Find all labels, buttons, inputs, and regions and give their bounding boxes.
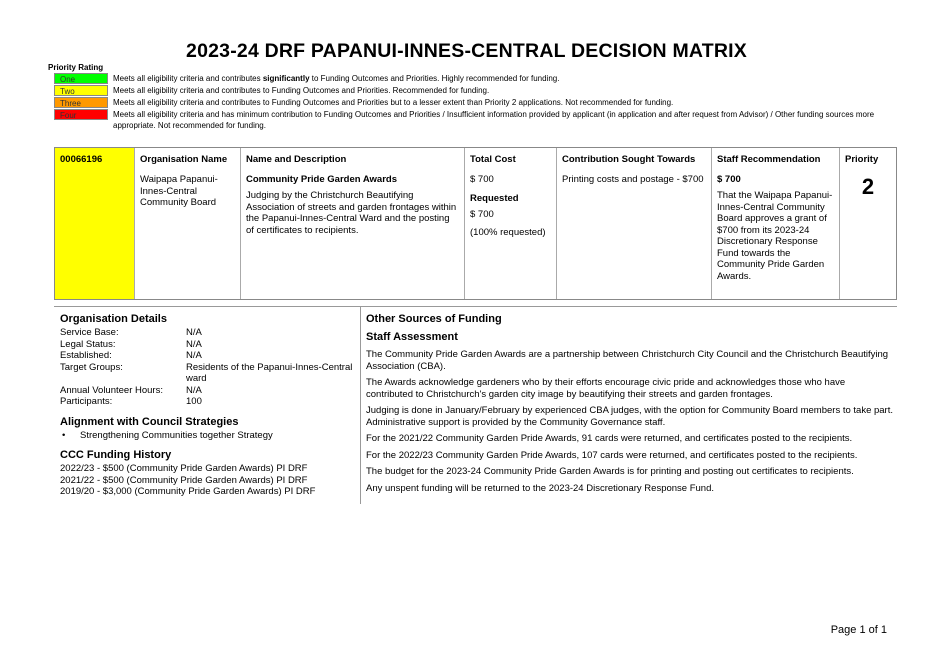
assessment-paragraph: For the 2021/22 Community Garden Pride Awards, 91 cards were returned, and certificates posted to the recipients.: [366, 433, 853, 444]
assessment-paragraph: Judging is done in January/February by experienced CBA judges, with the option for Community Board members to take part. Administrative support is provided by the Community Governance staff.: [366, 405, 893, 428]
priority-legend-row: [54, 85, 884, 96]
requested-percent: (100% requested): [470, 227, 546, 238]
priority-swatch: Three: [54, 97, 108, 108]
funding-history-item: 2019/20 - $3,000 (Community Pride Garden Awards) PI DRF: [60, 486, 316, 497]
project-name: Community Pride Garden Awards: [246, 174, 397, 185]
alignment-heading: Alignment with Council Strategies: [60, 415, 239, 428]
detail-value: N/A: [186, 350, 202, 361]
assessment-paragraph: For the 2022/23 Community Garden Pride Awards, 107 cards were returned, and certificates posted to the recipients.: [366, 449, 858, 461]
decision-matrix-table: [54, 147, 897, 300]
priority-header: Priority: [845, 154, 879, 165]
alignment-item: [60, 430, 355, 442]
staff-recommendation-text: That the Waipapa Papanui-Innes-Central Community Board approves a grant of $700 from its 2023-24 Discretionary Response Fund towards the Community Pride Garden Awards.: [717, 190, 833, 282]
detail-label: Target Groups:: [60, 361, 123, 373]
assessment-paragraph: The Community Pride Garden Awards are a partnership between Christchurch City Council and the Christchurch Beautifying Association (CBA).: [366, 349, 889, 372]
contribution-header: Contribution Sought Towards: [562, 154, 696, 165]
detail-value: N/A: [186, 384, 202, 396]
right-column: [366, 313, 894, 499]
priority-text: Meets all eligibility criteria and contributes to Funding Outcomes and Priorities but to a lesser extent than Priority 2 applications. Not recommended for funding.: [113, 98, 674, 107]
application-id: 00066196: [60, 154, 103, 165]
detail-row: [60, 362, 355, 385]
organisation-details-list: [60, 327, 355, 408]
detail-row: [60, 339, 355, 351]
funding-history-item: 2022/23 - $500 (Community Pride Garden Awards) PI DRF: [60, 463, 308, 474]
application-id-cell: [55, 148, 135, 299]
priority-text: Meets all eligibility criteria and contributes to Funding Outcomes and Priorities. Recommended for funding.: [113, 86, 490, 95]
detail-value: Residents of the Papanui-Innes-Central ward: [186, 361, 353, 384]
project-description: Judging by the Christchurch Beautifying Association of streets and garden frontages within the Papanui-Innes-Central Ward and the posting of certificates to recipients.: [246, 190, 457, 236]
staff-assessment-heading: Staff Assessment: [366, 331, 458, 343]
assessment-paragraph: The budget for the 2023-24 Community Pride Garden Awards is for printing and posting out certificates to recipients.: [366, 466, 854, 477]
priority-text-bold: significantly: [262, 74, 310, 83]
detail-row: [60, 350, 355, 362]
contribution-text: Printing costs and postage - $700: [562, 174, 704, 185]
alignment-list: [60, 430, 355, 442]
staff-recommendation-header: Staff Recommendation: [717, 154, 821, 165]
assessment-paragraph: Any unspent funding will be returned to the 2023-24 Discretionary Response Fund.: [366, 482, 715, 494]
detail-label: Legal Status:: [60, 338, 116, 350]
priority-text: Meets all eligibility criteria and has minimum contribution to Funding Outcomes and Priorities / Insufficient information provided by applicant (in application and after request from Advisor) / Other funding sources more appropriate. Not recommended for funding.: [113, 110, 875, 130]
priority-description: [113, 85, 489, 96]
funding-history-item: 2021/22 - $500 (Community Pride Garden Awards) PI DRF: [60, 474, 308, 486]
priority-swatch: Four: [54, 109, 108, 120]
detail-value: 100: [186, 396, 202, 407]
organisation-cell: [135, 148, 241, 299]
detail-label: Participants:: [60, 396, 113, 407]
detail-label: Annual Volunteer Hours:: [60, 384, 163, 396]
requested-label: Requested: [470, 192, 519, 204]
total-cost-value: $ 700: [470, 174, 494, 185]
funding-history-list: [60, 463, 355, 498]
detail-value: N/A: [186, 327, 202, 338]
staff-recommendation-cell: [712, 148, 840, 299]
requested-amount: $ 700: [470, 208, 494, 220]
name-description-cell: [241, 148, 465, 299]
organisation-name: Waipapa Papanui-Innes-Central Community Board: [140, 174, 218, 208]
page-number: Page 1 of 1: [830, 624, 887, 636]
contribution-cell: [557, 148, 712, 299]
priority-text: Meets all eligibility criteria and contributes: [113, 74, 263, 83]
detail-label: Established:: [60, 350, 112, 361]
funding-history-heading: CCC Funding History: [60, 449, 172, 461]
organisation-header: Organisation Name: [140, 154, 228, 165]
priority-legend-row: [54, 109, 884, 131]
staff-recommendation-amount: $ 700: [717, 174, 741, 185]
priority-description: [113, 109, 884, 131]
priority-swatch: One: [54, 73, 108, 84]
column-divider: [360, 306, 361, 504]
organisation-details-heading: Organisation Details: [60, 313, 167, 325]
staff-assessment-body: [366, 349, 894, 494]
priority-description: [113, 97, 673, 108]
priority-description: [113, 73, 559, 84]
other-sources-heading: Other Sources of Funding: [366, 313, 502, 325]
detail-row: [60, 327, 355, 339]
priority-cell: [840, 148, 896, 299]
priority-legend-row: [54, 97, 884, 108]
detail-label: Service Base:: [60, 327, 119, 338]
total-cost-header: Total Cost: [470, 154, 516, 165]
assessment-paragraph: The Awards acknowledge gardeners who by their efforts encourage civic pride and acknowledges those who have contributed to Christchurch's garden city image by beautifying their streets and garden frontages.: [366, 377, 846, 400]
priority-legend: [54, 73, 884, 132]
priority-swatch: Two: [54, 85, 108, 96]
detail-value: N/A: [186, 338, 202, 350]
bullet-icon: •: [62, 429, 66, 441]
left-column: [60, 313, 355, 498]
page-title: 2023-24 DRF PAPANUI-INNES-CENTRAL DECISION MATRIX: [186, 40, 747, 62]
alignment-text: Strengthening Communities together Strategy: [80, 429, 273, 441]
priority-text: to Funding Outcomes and Priorities. Highly recommended for funding.: [309, 74, 560, 83]
detail-row: [60, 396, 355, 408]
priority-value: 2: [861, 174, 875, 199]
priority-legend-row: [54, 73, 884, 84]
detail-row: [60, 385, 355, 397]
section-divider: [54, 306, 897, 307]
priority-rating-heading: Priority Rating: [48, 63, 104, 72]
name-description-header: Name and Description: [246, 154, 347, 165]
cost-cell: [465, 148, 557, 299]
